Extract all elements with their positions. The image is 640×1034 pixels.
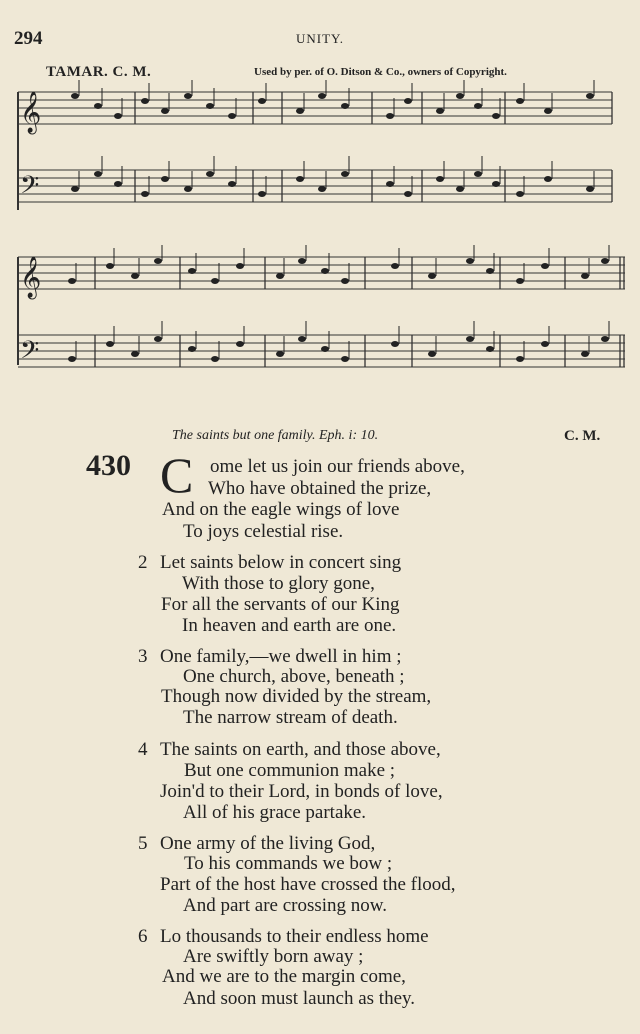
stanza-line: The narrow stream of death. [183,707,398,728]
note [206,171,214,177]
note [474,103,482,109]
note [474,171,482,177]
stanza-line: All of his grace partake. [183,802,367,823]
note [321,346,329,352]
note [601,258,609,264]
note [601,336,609,342]
note [276,351,284,357]
note [581,273,589,279]
hymn-header [0,428,640,448]
note [486,346,494,352]
note [516,191,524,197]
note [276,273,284,279]
note [228,181,236,187]
note [94,171,102,177]
stanza-line: But one communion make ; [184,760,396,781]
note [586,93,594,99]
note [228,113,236,119]
drop-cap: C [160,447,194,503]
note [436,108,444,114]
note [258,191,266,197]
note [544,108,552,114]
treble-staff [18,257,625,289]
verse-number: 5 [138,833,148,854]
note [68,356,76,362]
note [544,176,552,182]
verse-number: 2 [138,552,148,573]
stanza-line: One church, above, beneath ; [183,666,405,687]
note [94,103,102,109]
note [341,278,349,284]
hymn-subject: The saints but one family. Eph. i: 10. [172,428,379,443]
bass-staff [18,335,625,367]
stanza-line: Are swiftly born away ; [183,946,364,967]
note [211,278,219,284]
note [188,268,196,274]
note [492,113,500,119]
running-head: UNITY. [295,31,344,46]
note [318,186,326,192]
note [581,351,589,357]
stanza-line: Part of the host have crossed the flood, [160,874,456,895]
note [516,356,524,362]
stanza-line: Let saints below in concert sing [160,552,402,573]
stanza-line: To his commands we bow ; [184,853,393,874]
note [298,336,306,342]
note [154,336,162,342]
note [436,176,444,182]
music-system-2 [0,245,640,375]
stanza-line: ome let us join our friends above, [210,456,465,477]
note [404,98,412,104]
note [131,273,139,279]
note [492,181,500,187]
note [106,263,114,269]
page-number: 294 [14,28,43,49]
stanza-line: One family,—we dwell in him ; [160,646,402,667]
note [296,108,304,114]
stanza-line: One army of the living God, [160,833,376,854]
note [456,186,464,192]
note [341,356,349,362]
music-system-1 [0,80,640,225]
note [184,186,192,192]
note [321,268,329,274]
stanza-line: Who have obtained the prize, [208,478,432,499]
bass-clef: 𝄢 [20,171,40,206]
note [466,258,474,264]
stanza-line: For all the servants of our King [161,594,400,615]
note [206,103,214,109]
verse-number: 6 [138,926,148,947]
stanza-line: And part are crossing now. [183,895,388,916]
verse-number: 3 [138,646,148,667]
treble-staff [18,92,612,124]
stanza-line: The saints on earth, and those above, [160,739,441,760]
note [141,191,149,197]
note [211,356,219,362]
stanza-line: Join'd to their Lord, in bonds of love, [160,781,443,802]
note [428,351,436,357]
treble-clef: 𝄞 [20,257,42,298]
note [404,191,412,197]
stanza-line: Lo thousands to their endless home [160,926,429,947]
note [466,336,474,342]
note [386,113,394,119]
note [236,263,244,269]
note [428,273,436,279]
note [68,278,76,284]
note [391,341,399,347]
note [386,181,394,187]
tune-name: TAMAR. C. M. [46,64,152,80]
note [391,263,399,269]
note [114,181,122,187]
stanza-line: Though now divided by the stream, [161,686,432,707]
stanza-line: And we are to the margin come, [162,966,406,987]
stanza-line: With those to glory gone, [182,573,375,594]
note [541,341,549,347]
note [141,98,149,104]
note [298,258,306,264]
bass-clef: 𝄢 [20,336,40,371]
note [318,93,326,99]
hymn-meter: C. M. [564,428,601,444]
note [114,113,122,119]
note [188,346,196,352]
stanza-line: To joys celestial rise. [183,521,344,542]
note [516,98,524,104]
note [516,278,524,284]
note [296,176,304,182]
note [106,341,114,347]
note [71,93,79,99]
copyright-note: Used by per. of O. Ditson & Co., owners of Copyright. [254,66,507,78]
note [258,98,266,104]
note [341,171,349,177]
note [541,263,549,269]
stanza-line: In heaven and earth are one. [182,615,397,636]
note [486,268,494,274]
note [71,186,79,192]
note [154,258,162,264]
note [456,93,464,99]
note [341,103,349,109]
bass-staff [18,170,612,202]
note [236,341,244,347]
verse-number: 4 [138,739,148,760]
stanza-line: And on the eagle wings of love [162,499,400,520]
note [161,176,169,182]
note [586,186,594,192]
note [131,351,139,357]
treble-clef: 𝄞 [20,92,42,133]
note [161,108,169,114]
hymn-number: 430 [86,449,131,482]
note [184,93,192,99]
stanza-line: And soon must launch as they. [183,988,416,1009]
